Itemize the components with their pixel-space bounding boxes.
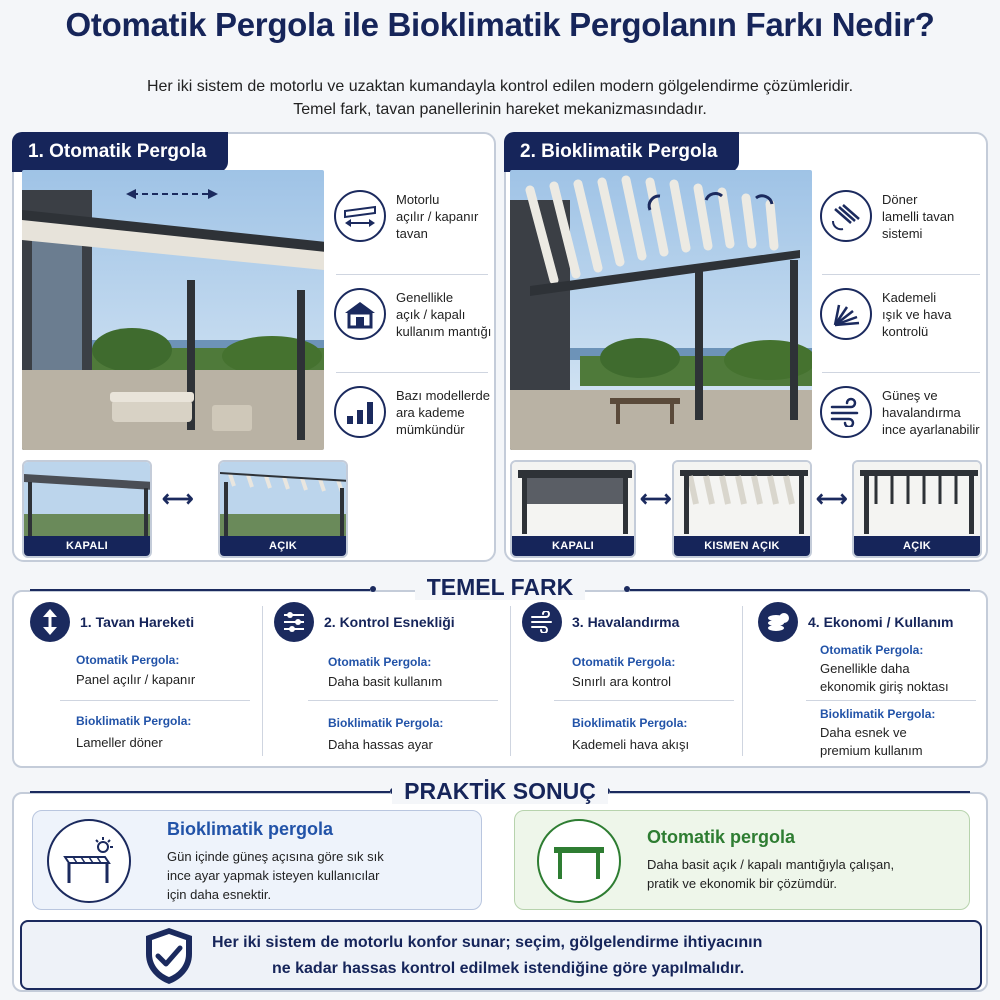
feature-text: lamelli tavan (882, 208, 955, 224)
result-line: Daha basit açık / kapalı mantığıyla çalışan, (647, 857, 895, 872)
bioklimatik-result-title: Bioklimatik pergola (167, 819, 334, 839)
state-label: AÇIK (854, 536, 980, 556)
state-thumb-kismen-acik (672, 460, 812, 558)
sun-pergola-icon (47, 819, 131, 903)
bioklimatik-value: Kademeli hava akışı (572, 737, 690, 752)
temel-fark-heading-text: TEMEL FARK (415, 574, 586, 600)
state-thumb-kapali (510, 460, 636, 558)
page-title: Otomatik Pergola ile Bioklimatik Pergolanın Farkı Nedir? (65, 6, 935, 43)
divider (822, 274, 980, 275)
footer-text-line-1: Her iki sistem de motorlu konfor sunar; seçim, gölgelendirme ihtiyacının (212, 934, 763, 951)
shield-check-icon (142, 926, 196, 991)
otomatik-value: ekonomik giriş noktası (820, 679, 949, 694)
divider (510, 606, 511, 756)
state-label: KAPALI (24, 536, 150, 556)
double-arrow-icon: ⟷ (162, 486, 194, 511)
feature-text: mümkündür (396, 421, 465, 437)
house-icon (334, 288, 386, 340)
divider (742, 606, 743, 756)
otomatik-result-text (647, 855, 894, 893)
table-pergola-icon (537, 819, 621, 903)
result-line: ince ayar yapmak isteyen kullanıcılar (167, 868, 380, 883)
bioklimatik-label: Bioklimatik Pergola: (328, 716, 444, 730)
feature-text: Genellikle (396, 289, 454, 305)
bioklimatik-result-card (32, 810, 482, 910)
diff-column-ceiling (30, 602, 265, 642)
bioklimatik-label: Bioklimatik Pergola: (572, 716, 688, 730)
otomatik-result-title: Otomatik pergola (647, 827, 796, 847)
feature-text: ince ayarlanabilir (882, 421, 980, 437)
otomatik-value: Genellikle daha (820, 661, 910, 676)
feature-text: Döner (882, 191, 918, 207)
feature-text: kullanım mantığı (396, 323, 492, 339)
feature-text: açık / kapalı (396, 306, 466, 322)
temel-fark-heading (0, 574, 1000, 601)
bioklimatik-pergola-panel (504, 132, 988, 562)
feature-rotating-louver (820, 190, 954, 242)
feature-text: açılır / kapanır (396, 208, 479, 224)
diff-column-ventilation (522, 602, 757, 642)
feature-text: Güneş ve (882, 387, 938, 403)
feature-text: havalandırma (882, 404, 961, 420)
otomatik-label: Otomatik Pergola: (76, 653, 180, 667)
coins-icon (758, 602, 798, 642)
state-label: AÇIK (220, 536, 346, 556)
feature-text: Bazı modellerde (396, 387, 490, 403)
wind-icon (820, 386, 872, 438)
state-thumb-acik (218, 460, 348, 558)
praktik-sonuc-heading-text: PRAKTİK SONUÇ (392, 778, 608, 804)
feature-text: kontrolü (882, 323, 929, 339)
feature-open-close (334, 288, 491, 340)
result-line: pratik ve ekonomik bir çözümdür. (647, 876, 838, 891)
bar-levels-icon (334, 386, 386, 438)
rotating-louver-icon (820, 190, 872, 242)
otomatik-value: Panel açılır / kapanır (76, 672, 196, 687)
feature-text: Motorlu (396, 191, 440, 207)
otomatik-value: Sınırlı ara kontrol (572, 674, 671, 689)
divider (262, 606, 263, 756)
diff-column-economy (758, 602, 993, 642)
bioklimatik-pergola-photo (510, 170, 812, 450)
state-label: KAPALI (512, 536, 634, 556)
column-title: 1. Tavan Hareketi (80, 614, 195, 630)
feature-text: ışık ve hava (882, 306, 952, 322)
feature-text: tavan (396, 225, 428, 241)
diff-column-control (274, 602, 509, 642)
feature-text: Kademeli (882, 289, 937, 305)
result-line: Gün içinde güneş açısına göre sık sık (167, 849, 384, 864)
column-title: 2. Kontrol Esnekliği (324, 614, 455, 630)
fan-louver-icon (820, 288, 872, 340)
feature-gradual-control (820, 288, 951, 340)
state-thumb-acik (852, 460, 982, 558)
otomatik-label: Otomatik Pergola: (572, 655, 676, 669)
otomatik-result-card (514, 810, 970, 910)
otomatik-label: Otomatik Pergola: (328, 655, 432, 669)
bioklimatik-value: Lameller döner (76, 735, 163, 750)
feature-sliding-roof (334, 190, 478, 242)
state-label: KISMEN AÇIK (674, 536, 810, 556)
bioklimatik-label: Bioklimatik Pergola: (820, 707, 936, 721)
footer-text-line-2: ne kadar hassas kontrol edilmek istendiğine göre yapılmalıdır. (272, 960, 745, 977)
airflow-icon (522, 602, 562, 642)
feature-text: sistemi (882, 225, 923, 241)
footer-banner (20, 920, 982, 990)
column-title: 3. Havalandırma (572, 614, 680, 630)
divider (336, 372, 488, 373)
bioklimatik-pergola-heading: 2. Bioklimatik Pergola (504, 132, 739, 172)
bioklimatik-value: Daha esnek ve (820, 725, 907, 740)
bioklimatik-result-text (167, 847, 384, 904)
divider (60, 700, 250, 701)
up-down-arrow-icon (30, 602, 70, 642)
bioklimatik-label: Bioklimatik Pergola: (76, 714, 192, 728)
bioklimatik-value: Daha hassas ayar (328, 737, 433, 752)
divider (806, 700, 976, 701)
feature-sun-ventilation (820, 386, 980, 438)
feature-intermediate (334, 386, 490, 438)
divider (308, 700, 498, 701)
subtitle-line-1: Her iki sistem de motorlu ve uzaktan kumandayla kontrol edilen modern gölgelendirme çözümleridir. (146, 78, 854, 95)
column-title: 4. Ekonomi / Kullanım (808, 614, 954, 630)
otomatik-value: Daha basit kullanım (328, 674, 443, 689)
subtitle-line-2: Temel fark, tavan panellerinin hareket mekanizmasındadır. (293, 101, 707, 118)
bioklimatik-value: premium kullanım (820, 743, 923, 758)
otomatik-pergola-heading: 1. Otomatik Pergola (12, 132, 228, 172)
divider (554, 700, 734, 701)
divider (822, 372, 980, 373)
feature-text: ara kademe (396, 404, 465, 420)
divider (336, 274, 488, 275)
state-thumb-kapali (22, 460, 152, 558)
sliding-roof-icon (334, 190, 386, 242)
praktik-sonuc-heading (0, 778, 1000, 805)
otomatik-pergola-panel (12, 132, 496, 562)
otomatik-label: Otomatik Pergola: (820, 643, 924, 657)
result-line: için daha esnektir. (167, 887, 272, 902)
double-arrow-icon: ⟷ (640, 486, 672, 511)
double-arrow-icon: ⟷ (816, 486, 848, 511)
sliders-icon (274, 602, 314, 642)
otomatik-pergola-photo (22, 170, 324, 450)
